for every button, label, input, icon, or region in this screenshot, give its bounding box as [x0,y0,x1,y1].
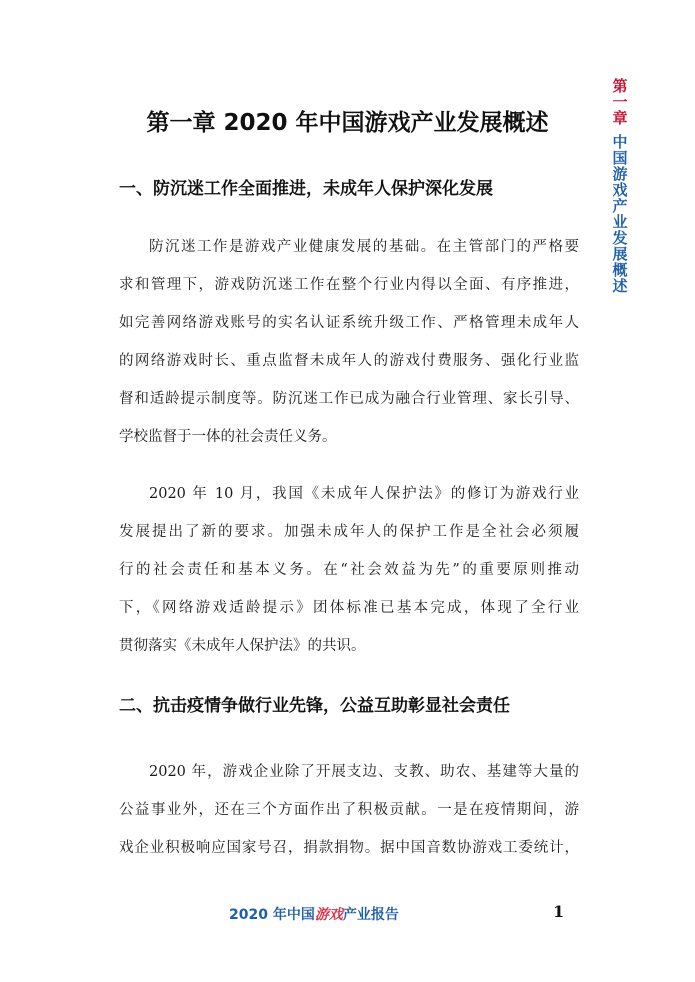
paragraph-line: 学校监督于一体的社会责任义务。 [119,429,337,445]
report-title-prefix: 2020 年中国 [229,907,315,923]
paragraph-line: 如完善网络游戏账号的实名认证系统升级工作、严格管理未成年人 [119,315,579,331]
paragraph-line: 的网络游戏时长、重点监督未成年人的游戏付费服务、强化行业监 [119,353,579,369]
section1-heading: 一、防沉迷工作全面推进，未成年人保护深化发展 [119,179,493,199]
side-topic-char: 产 [612,197,628,215]
side-topic-char: 述 [612,277,628,295]
section1-paragraph2 [119,475,579,665]
side-chapter-char: 第 [612,77,628,95]
side-topic-char: 展 [612,245,628,263]
section2-heading: 二、抗击疫情争做行业先锋，公益互助彰显社会责任 [119,696,510,716]
side-topic-char: 戏 [612,181,628,199]
paragraph-line: 求和管理下，游戏防沉迷工作在整个行业内得以全面、有序推进， [119,277,579,293]
side-topic-char: 概 [612,261,628,279]
paragraph-line: 发展提出了新的要求。加强未成年人的保护工作是全社会必须履 [119,524,579,540]
side-topic-char: 国 [612,149,628,167]
paragraph-line: 督和适龄提示制度等。防沉迷工作已成为融合行业管理、家长引导、 [119,391,579,407]
report-title [229,904,399,924]
chapter-title: 第一章 2020 年中国游戏产业发展概述 [146,110,549,136]
side-topic-char: 发 [612,229,628,247]
paragraph-line: 2020 年 10 月，我国《未成年人保护法》的修订为游戏行业 [149,486,579,502]
side-topic-char: 业 [612,213,628,231]
side-chapter-char: 一 [612,93,628,111]
side-topic-char: 中 [612,133,628,151]
side-topic-char: 游 [612,165,628,183]
report-title-suffix: 产业报告 [342,907,399,923]
paragraph-line: 公益事业外，还在三个方面作出了积极贡献。一是在疫情期间，游 [119,802,579,818]
paragraph-line: 防沉迷工作是游戏产业健康发展的基础。在主管部门的严格要 [149,239,579,255]
paragraph-line: 戏企业积极响应国家号召，捐款捐物。据中国音数协游戏工委统计， [119,840,579,856]
report-title-logo-text: 游戏 [314,907,343,923]
section1-paragraph1 [119,228,579,456]
side-topic-label [612,134,627,294]
paragraph-line: 2020 年，游戏企业除了开展支边、支教、助农、基建等大量的 [149,764,579,780]
paragraph-line: 行的社会责任和基本义务。在“社会效益为先”的重要原则推动 [119,562,579,578]
page-number: 1 [553,902,565,921]
paragraph-line: 下，《网络游戏适龄提示》团体标准已基本完成，体现了全行业 [119,600,579,616]
page-footer [0,902,695,928]
section2-paragraph1 [119,753,579,867]
paragraph-line: 贯彻落实《未成年人保护法》的共识。 [119,638,366,654]
side-chapter-char: 章 [612,109,628,127]
